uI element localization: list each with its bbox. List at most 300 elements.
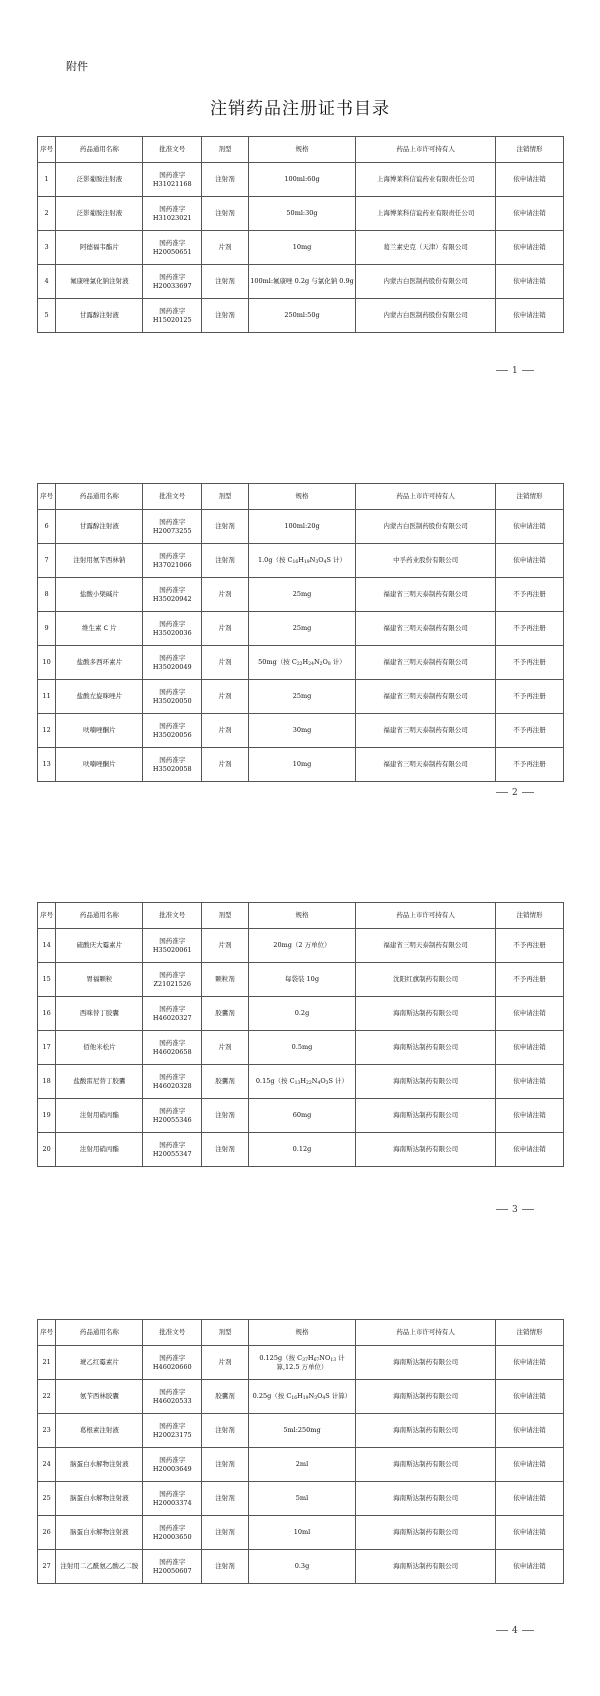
table-row — [38, 1133, 564, 1167]
table-row — [38, 1516, 564, 1550]
table-row — [38, 1065, 564, 1099]
table-header-row — [38, 903, 564, 929]
specification: 10ml — [248, 1516, 355, 1550]
license-holder: 海南斯达制药有限公司 — [356, 1448, 496, 1482]
drug-name: 维生素 C 片 — [56, 612, 143, 646]
cancellation-status: 不予再注册 — [496, 612, 564, 646]
page-number — [492, 1626, 538, 1636]
license-holder: 海南斯达制药有限公司 — [356, 1380, 496, 1414]
approval-code: H15020125 — [152, 315, 192, 324]
cancellation-status: 依申请注销 — [496, 544, 564, 578]
cancellation-status: 依申请注销 — [496, 997, 564, 1031]
approval-prefix: 国药准字 — [159, 1421, 186, 1430]
approval-code: H31021168 — [152, 179, 192, 188]
table-row — [38, 163, 564, 197]
approval-code: H20003649 — [152, 1464, 192, 1473]
approval-number — [143, 748, 202, 782]
page-dash-right — [522, 1209, 534, 1210]
specification: 1.0g（按 $C_{16}H_{19}N_3O_4S$ 计） — [248, 544, 355, 578]
approval-prefix: 国药准字 — [159, 721, 186, 730]
header-specification: 规格 — [248, 903, 355, 929]
approval-code: H46020533 — [152, 1396, 192, 1405]
dosage-form: 片剂 — [202, 231, 249, 265]
approval-number — [143, 265, 202, 299]
license-holder: 上海博莱科信谊药业有限责任公司 — [356, 163, 496, 197]
row-number: 6 — [38, 510, 56, 544]
license-holder: 中孚药业股份有限公司 — [356, 544, 496, 578]
header-number: 序号 — [38, 484, 56, 510]
approval-number — [143, 1065, 202, 1099]
dosage-form: 注射剂 — [202, 1448, 249, 1482]
table-row — [38, 578, 564, 612]
drug-name: 盐酸多西环素片 — [56, 646, 143, 680]
specification: 25mg — [248, 680, 355, 714]
approval-number — [143, 714, 202, 748]
page-number-value: 4 — [512, 1626, 518, 1636]
approval-prefix: 国药准字 — [159, 1523, 186, 1532]
row-number: 21 — [38, 1346, 56, 1380]
row-number: 12 — [38, 714, 56, 748]
approval-number — [143, 680, 202, 714]
cancellation-status: 依申请注销 — [496, 231, 564, 265]
cancellation-status: 依申请注销 — [496, 1346, 564, 1380]
cancellation-status: 依申请注销 — [496, 1380, 564, 1414]
approval-prefix: 国药准字 — [159, 1140, 186, 1149]
dosage-form: 胶囊剂 — [202, 997, 249, 1031]
row-number: 2 — [38, 197, 56, 231]
document-title: 注销药品注册证书目录 — [210, 99, 390, 119]
license-holder: 海南斯达制药有限公司 — [356, 1414, 496, 1448]
row-number: 18 — [38, 1065, 56, 1099]
specification: 2ml — [248, 1448, 355, 1482]
cancellation-status: 依申请注销 — [496, 1031, 564, 1065]
cancellation-status: 依申请注销 — [496, 1516, 564, 1550]
dosage-form: 注射剂 — [202, 544, 249, 578]
license-holder: 海南斯达制药有限公司 — [356, 997, 496, 1031]
license-holder: 海南斯达制药有限公司 — [356, 1550, 496, 1584]
dosage-form: 胶囊剂 — [202, 1065, 249, 1099]
row-number: 3 — [38, 231, 56, 265]
approval-prefix: 国药准字 — [159, 1004, 186, 1013]
approval-code: H37021066 — [152, 560, 192, 569]
header-license-holder: 药品上市许可持有人 — [356, 903, 496, 929]
license-holder: 福建省三明天泰制药有限公司 — [356, 748, 496, 782]
row-number: 1 — [38, 163, 56, 197]
header-approval-number: 批准文号 — [143, 137, 202, 163]
approval-prefix: 国药准字 — [159, 517, 186, 526]
license-holder: 上海博莱科信谊药业有限责任公司 — [356, 197, 496, 231]
approval-prefix: 国药准字 — [159, 1557, 186, 1566]
approval-code: H20033697 — [152, 281, 192, 290]
specification: 10mg — [248, 748, 355, 782]
specification: 50mg（按 $C_{22}H_{24}N_2O_8$ 计） — [248, 646, 355, 680]
row-number: 22 — [38, 1380, 56, 1414]
approval-number — [143, 544, 202, 578]
row-number: 13 — [38, 748, 56, 782]
specification: 0.25g（按 $C_{16}H_{19}N_3O_4S$ 计算） — [248, 1380, 355, 1414]
approval-number — [143, 299, 202, 333]
table-row — [38, 929, 564, 963]
approval-prefix: 国药准字 — [159, 272, 186, 281]
approval-number — [143, 1031, 202, 1065]
table-header-row — [38, 1320, 564, 1346]
header-cancellation-status: 注销情形 — [496, 903, 564, 929]
license-holder: 福建省三明天泰制药有限公司 — [356, 646, 496, 680]
drug-name: 泛影葡胺注射液 — [56, 197, 143, 231]
drug-name: 呋喃唑酮片 — [56, 714, 143, 748]
header-dosage-form: 剂型 — [202, 137, 249, 163]
approval-prefix: 国药准字 — [159, 1106, 186, 1115]
specification: 250ml:50g — [248, 299, 355, 333]
approval-prefix: 国药准字 — [159, 306, 186, 315]
dosage-form: 片剂 — [202, 646, 249, 680]
license-holder: 福建省三明天泰制药有限公司 — [356, 714, 496, 748]
dosage-form: 颗粒剂 — [202, 963, 249, 997]
page-number-value: 1 — [512, 366, 518, 376]
cancellation-status: 依申请注销 — [496, 510, 564, 544]
cancellation-status: 不予再注册 — [496, 680, 564, 714]
table-row — [38, 1550, 564, 1584]
header-license-holder: 药品上市许可持有人 — [356, 137, 496, 163]
table-row — [38, 1031, 564, 1065]
page-number — [492, 366, 538, 376]
specification: 0.2g — [248, 997, 355, 1031]
cancellation-status: 不予再注册 — [496, 578, 564, 612]
approval-code: H20055347 — [152, 1149, 192, 1158]
cancellation-status: 依申请注销 — [496, 197, 564, 231]
specification: 30mg — [248, 714, 355, 748]
header-drug-name: 药品通用名称 — [56, 137, 143, 163]
header-cancellation-status: 注销情形 — [496, 484, 564, 510]
approval-prefix: 国药准字 — [159, 1387, 186, 1396]
approval-prefix: 国药准字 — [159, 687, 186, 696]
approval-code: H35020942 — [152, 594, 192, 603]
row-number: 15 — [38, 963, 56, 997]
approval-number — [143, 1099, 202, 1133]
approval-code: Z21021526 — [153, 979, 192, 988]
license-holder: 海南斯达制药有限公司 — [356, 1031, 496, 1065]
drug-name: 脑蛋白水解物注射液 — [56, 1482, 143, 1516]
dosage-form: 胶囊剂 — [202, 1380, 249, 1414]
cancellation-status: 不予再注册 — [496, 714, 564, 748]
specification: 100ml:氟康唑 0.2g 与氯化钠 0.9g — [248, 265, 355, 299]
table-row — [38, 544, 564, 578]
row-number: 23 — [38, 1414, 56, 1448]
drug-name: 注射用硝丙酯 — [56, 1099, 143, 1133]
drug-name: 呋喃唑酮片 — [56, 748, 143, 782]
approval-code: H31023021 — [152, 213, 192, 222]
cancellation-status: 依申请注销 — [496, 1550, 564, 1584]
approval-code: H35020050 — [152, 696, 192, 705]
cancellation-status: 依申请注销 — [496, 1448, 564, 1482]
approval-code: H46020328 — [152, 1081, 192, 1090]
table-row — [38, 612, 564, 646]
header-number: 序号 — [38, 903, 56, 929]
approval-code: H35020058 — [152, 764, 192, 773]
cancellation-status: 不予再注册 — [496, 646, 564, 680]
approval-number — [143, 997, 202, 1031]
table-row — [38, 299, 564, 333]
license-holder: 福建省三明天泰制药有限公司 — [356, 680, 496, 714]
approval-prefix: 国药准字 — [159, 1038, 186, 1047]
header-approval-number: 批准文号 — [143, 484, 202, 510]
dosage-form: 片剂 — [202, 1346, 249, 1380]
specification: 50ml:30g — [248, 197, 355, 231]
specification: 5ml — [248, 1482, 355, 1516]
row-number: 8 — [38, 578, 56, 612]
drug-name: 盐酸左旋咪唑片 — [56, 680, 143, 714]
table-row — [38, 1414, 564, 1448]
row-number: 19 — [38, 1099, 56, 1133]
dosage-form: 片剂 — [202, 680, 249, 714]
approval-prefix: 国药准字 — [159, 1072, 186, 1081]
approval-number — [143, 1380, 202, 1414]
registry-table — [37, 136, 564, 333]
license-holder: 海南斯达制药有限公司 — [356, 1133, 496, 1167]
cancellation-status: 依申请注销 — [496, 163, 564, 197]
row-number: 4 — [38, 265, 56, 299]
specification: 0.3g — [248, 1550, 355, 1584]
approval-number — [143, 510, 202, 544]
approval-number — [143, 197, 202, 231]
license-holder: 海南斯达制药有限公司 — [356, 1482, 496, 1516]
cancellation-status: 不予再注册 — [496, 929, 564, 963]
cancellation-status: 依申请注销 — [496, 1133, 564, 1167]
license-holder: 内蒙古白医制药股份有限公司 — [356, 510, 496, 544]
dosage-form: 注射剂 — [202, 510, 249, 544]
approval-number — [143, 231, 202, 265]
table-row — [38, 646, 564, 680]
drug-name: 盐酸雷尼替丁胶囊 — [56, 1065, 143, 1099]
approval-prefix: 国药准字 — [159, 1455, 186, 1464]
cancellation-status: 依申请注销 — [496, 265, 564, 299]
approval-code: H20003650 — [152, 1532, 192, 1541]
table-row — [38, 997, 564, 1031]
header-specification: 规格 — [248, 137, 355, 163]
specification: 5ml:250mg — [248, 1414, 355, 1448]
row-number: 17 — [38, 1031, 56, 1065]
license-holder: 葛兰素史克（天津）有限公司 — [356, 231, 496, 265]
cancellation-status: 依申请注销 — [496, 1099, 564, 1133]
approval-number — [143, 646, 202, 680]
row-number: 11 — [38, 680, 56, 714]
approval-code: H35020061 — [152, 945, 192, 954]
dosage-form: 片剂 — [202, 748, 249, 782]
header-dosage-form: 剂型 — [202, 903, 249, 929]
dosage-form: 注射剂 — [202, 197, 249, 231]
license-holder: 海南斯达制药有限公司 — [356, 1065, 496, 1099]
page-dash-right — [522, 1630, 534, 1631]
license-holder: 海南斯达制药有限公司 — [356, 1516, 496, 1550]
row-number: 27 — [38, 1550, 56, 1584]
table-row — [38, 963, 564, 997]
table-row — [38, 265, 564, 299]
approval-code: H46020658 — [152, 1047, 192, 1056]
drug-name: 甘露醇注射液 — [56, 510, 143, 544]
header-dosage-form: 剂型 — [202, 484, 249, 510]
drug-name: 葛根素注射液 — [56, 1414, 143, 1448]
approval-number — [143, 929, 202, 963]
dosage-form: 注射剂 — [202, 1482, 249, 1516]
specification: 100ml:60g — [248, 163, 355, 197]
approval-code: H46020660 — [152, 1362, 192, 1371]
drug-name: 阿德福韦酯片 — [56, 231, 143, 265]
header-specification: 规格 — [248, 1320, 355, 1346]
table-row — [38, 1099, 564, 1133]
row-number: 24 — [38, 1448, 56, 1482]
specification: 每袋装 10g — [248, 963, 355, 997]
cancellation-status: 不予再注册 — [496, 963, 564, 997]
license-holder: 福建省三明天泰制药有限公司 — [356, 612, 496, 646]
dosage-form: 注射剂 — [202, 163, 249, 197]
approval-number — [143, 1346, 202, 1380]
approval-number — [143, 963, 202, 997]
drug-name: 注射用硝丙酯 — [56, 1133, 143, 1167]
approval-code: H20023175 — [152, 1430, 192, 1439]
dosage-form: 注射剂 — [202, 265, 249, 299]
header-drug-name: 药品通用名称 — [56, 1320, 143, 1346]
license-holder: 海南斯达制药有限公司 — [356, 1099, 496, 1133]
table-header-row — [38, 137, 564, 163]
drug-name: 注射用氨苄西林钠 — [56, 544, 143, 578]
drug-name: 脑蛋白水解物注射液 — [56, 1448, 143, 1482]
approval-code: H46020327 — [152, 1013, 192, 1022]
specification: 0.5mg — [248, 1031, 355, 1065]
approval-code: H20050607 — [152, 1566, 192, 1575]
registry-table — [37, 1319, 564, 1584]
page-dash-left — [496, 1630, 508, 1631]
specification: 0.125g（按 $C_{37}H_{67}NO_{13}$ 计算,12.5 万单位） — [248, 1346, 355, 1380]
page-number-value: 3 — [512, 1205, 518, 1215]
header-number: 序号 — [38, 137, 56, 163]
drug-name: 氟康唑氯化钠注射液 — [56, 265, 143, 299]
row-number: 26 — [38, 1516, 56, 1550]
cancellation-status: 依申请注销 — [496, 1482, 564, 1516]
approval-code: H20050651 — [152, 247, 192, 256]
header-license-holder: 药品上市许可持有人 — [356, 1320, 496, 1346]
approval-code: H20073255 — [152, 526, 192, 535]
drug-name: 西咪替丁胶囊 — [56, 997, 143, 1031]
specification: 20mg（2 万单位） — [248, 929, 355, 963]
approval-number — [143, 1448, 202, 1482]
license-holder: 福建省三明天泰制药有限公司 — [356, 578, 496, 612]
approval-prefix: 国药准字 — [159, 170, 186, 179]
drug-name: 佰他米松片 — [56, 1031, 143, 1065]
drug-name: 脑蛋白水解物注射液 — [56, 1516, 143, 1550]
dosage-form: 注射剂 — [202, 1550, 249, 1584]
table-row — [38, 1346, 564, 1380]
page-number-value: 2 — [512, 788, 518, 798]
specification: 25mg — [248, 578, 355, 612]
row-number: 20 — [38, 1133, 56, 1167]
cancellation-status: 不予再注册 — [496, 748, 564, 782]
approval-prefix: 国药准字 — [159, 970, 186, 979]
drug-name: 泛影葡胺注射液 — [56, 163, 143, 197]
drug-name: 氨苄西林胶囊 — [56, 1380, 143, 1414]
approval-prefix: 国药准字 — [159, 653, 186, 662]
table-row — [38, 680, 564, 714]
row-number: 14 — [38, 929, 56, 963]
dosage-form: 注射剂 — [202, 299, 249, 333]
registry-table — [37, 902, 564, 1167]
license-holder: 内蒙古白医制药股份有限公司 — [356, 265, 496, 299]
page-dash-left — [496, 370, 508, 371]
table-row — [38, 1482, 564, 1516]
dosage-form: 片剂 — [202, 1031, 249, 1065]
approval-number — [143, 163, 202, 197]
drug-name: 胃福颗粒 — [56, 963, 143, 997]
cancellation-status: 依申请注销 — [496, 1414, 564, 1448]
approval-prefix: 国药准字 — [159, 551, 186, 560]
dosage-form: 注射剂 — [202, 1414, 249, 1448]
registry-table — [37, 483, 564, 782]
approval-prefix: 国药准字 — [159, 619, 186, 628]
table-row — [38, 1380, 564, 1414]
dosage-form: 注射剂 — [202, 1099, 249, 1133]
approval-prefix: 国药准字 — [159, 1353, 186, 1362]
header-license-holder: 药品上市许可持有人 — [356, 484, 496, 510]
header-approval-number: 批准文号 — [143, 903, 202, 929]
table-row — [38, 1448, 564, 1482]
approval-prefix: 国药准字 — [159, 755, 186, 764]
header-cancellation-status: 注销情形 — [496, 137, 564, 163]
approval-code: H20003374 — [152, 1498, 192, 1507]
approval-code: H35020056 — [152, 730, 192, 739]
row-number: 10 — [38, 646, 56, 680]
cancellation-status: 依申请注销 — [496, 1065, 564, 1099]
header-number: 序号 — [38, 1320, 56, 1346]
page-dash-right — [522, 370, 534, 371]
row-number: 25 — [38, 1482, 56, 1516]
dosage-form: 注射剂 — [202, 1516, 249, 1550]
approval-code: H35020036 — [152, 628, 192, 637]
page-dash-right — [522, 792, 534, 793]
approval-number — [143, 1550, 202, 1584]
header-cancellation-status: 注销情形 — [496, 1320, 564, 1346]
approval-number — [143, 1482, 202, 1516]
dosage-form: 注射剂 — [202, 1133, 249, 1167]
header-drug-name: 药品通用名称 — [56, 484, 143, 510]
specification: 60mg — [248, 1099, 355, 1133]
table-row — [38, 714, 564, 748]
row-number: 9 — [38, 612, 56, 646]
header-approval-number: 批准文号 — [143, 1320, 202, 1346]
specification: 25mg — [248, 612, 355, 646]
table-row — [38, 510, 564, 544]
page-number — [492, 788, 538, 798]
table-header-row — [38, 484, 564, 510]
drug-name: 硫酸庆大霉素片 — [56, 929, 143, 963]
table-row — [38, 197, 564, 231]
approval-prefix: 国药准字 — [159, 585, 186, 594]
approval-number — [143, 1516, 202, 1550]
specification: 0.15g（按 $C_{13}H_{22}N_4O_3S$ 计） — [248, 1065, 355, 1099]
approval-number — [143, 1414, 202, 1448]
row-number: 16 — [38, 997, 56, 1031]
dosage-form: 片剂 — [202, 578, 249, 612]
table-row — [38, 748, 564, 782]
license-holder: 海南斯达制药有限公司 — [356, 1346, 496, 1380]
dosage-form: 片剂 — [202, 714, 249, 748]
row-number: 5 — [38, 299, 56, 333]
page-dash-left — [496, 1209, 508, 1210]
specification: 100ml:20g — [248, 510, 355, 544]
row-number: 7 — [38, 544, 56, 578]
dosage-form: 片剂 — [202, 929, 249, 963]
table-row — [38, 231, 564, 265]
drug-name: 盐酸小檗碱片 — [56, 578, 143, 612]
page-dash-left — [496, 792, 508, 793]
